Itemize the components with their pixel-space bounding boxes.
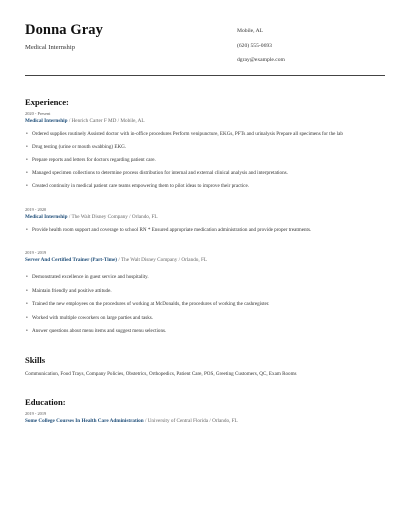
- education-entry: [25, 411, 385, 425]
- contact-info: [237, 28, 285, 72]
- skills-heading: Skills: [25, 355, 46, 365]
- list-item: • Drug testing (urine or mouth swabbing) EKG.: [26, 144, 127, 150]
- list-item: • Trained the new employees on the procedures of working at McDonalds, the procedures of working the cashregister.: [26, 301, 270, 307]
- experience-heading: Experience:: [25, 97, 69, 107]
- candidate-name: Donna Gray: [25, 22, 103, 38]
- entry-company: / The Walt Disney Company / Orlando, FL: [117, 257, 208, 263]
- list-item: • Maintain friendly and positive attitude.: [26, 287, 112, 294]
- experience-entry: [25, 250, 385, 342]
- list-item: • Demonstrated excellence in guest service and hospitality.: [26, 274, 149, 280]
- entry-bullets: [25, 274, 385, 342]
- bullet-icon: •: [26, 328, 28, 334]
- entry-bullets: [25, 131, 385, 196]
- list-item: • Ordered supplies routinely Assisted doctor with in-office procedures Perform venipuncture, EKGs, PFTs and urinalysis Prepare all specimens for the lab: [26, 131, 343, 137]
- entry-role-line: [25, 213, 385, 221]
- entry-role: Server And Certified Trainer (Part-Time): [25, 257, 118, 263]
- contact-phone: (620) 555-0693: [237, 42, 272, 49]
- bullet-icon: •: [26, 183, 28, 189]
- entry-date: 2019 - 2019: [25, 411, 47, 416]
- experience-entry: [25, 111, 385, 196]
- header-divider: [25, 75, 385, 76]
- entry-bullets: [25, 227, 385, 240]
- bullet-icon: •: [26, 301, 28, 307]
- skills-list: Communication, Food Trays, Company Policies, Obstetrics, Orthopedics, Patient Care, POS, Greeting Customers, QC, Exam Rooms: [25, 371, 297, 377]
- bullet-icon: •: [26, 157, 28, 163]
- entry-degree-line: [25, 417, 385, 425]
- experience-entry: [25, 207, 385, 240]
- list-item: • Answer questions about menu items and suggest menu selections.: [26, 328, 167, 334]
- list-item: • Provide health room support and coverage to school RN * Ensured appropriate medication administration and provide proper treatments.: [26, 227, 312, 233]
- entry-company: / The Walt Disney Company / Orlando, FL: [67, 214, 158, 220]
- entry-degree: Some College Courses In Health Care Administration: [25, 418, 144, 424]
- bullet-icon: •: [26, 287, 28, 294]
- bullet-icon: •: [26, 314, 28, 321]
- list-item: • Worked with multiple coworkers on large parties and tasks.: [26, 314, 154, 321]
- list-item: • Prepare reports and letters for doctors regarding patient care.: [26, 157, 156, 163]
- entry-role: Medical Internship: [25, 214, 68, 220]
- list-item: • Managed specimen collections to determine process distribution for internal and external clinical analysis and interpretations.: [26, 170, 288, 176]
- entry-role: Medical Internship: [25, 118, 68, 124]
- contact-email: dgray@example.com: [237, 57, 285, 63]
- bullet-icon: •: [26, 227, 28, 233]
- bullet-icon: •: [26, 131, 28, 137]
- education-heading: Education:: [25, 397, 66, 407]
- entry-date: 2020 - Present: [25, 111, 51, 116]
- bullet-icon: •: [26, 274, 28, 280]
- list-item: • Created continuity in medical patient care teams empowering them to pilot ideas to improve their practice.: [26, 183, 249, 189]
- candidate-title: Medical Internship: [25, 44, 75, 51]
- bullet-icon: •: [26, 144, 28, 150]
- entry-school: / University of Central Florida / Orlando, FL: [143, 418, 238, 424]
- entry-date: 2019 - 2019: [25, 250, 47, 255]
- bullet-icon: •: [26, 170, 28, 176]
- contact-location: Mobile, AL: [237, 28, 264, 34]
- entry-role-line: [25, 256, 385, 264]
- entry-date: 2019 - 2020: [25, 207, 47, 212]
- entry-role-line: [25, 117, 385, 125]
- entry-company: / Henrich Carter F MD / Mobile, AL: [67, 118, 145, 124]
